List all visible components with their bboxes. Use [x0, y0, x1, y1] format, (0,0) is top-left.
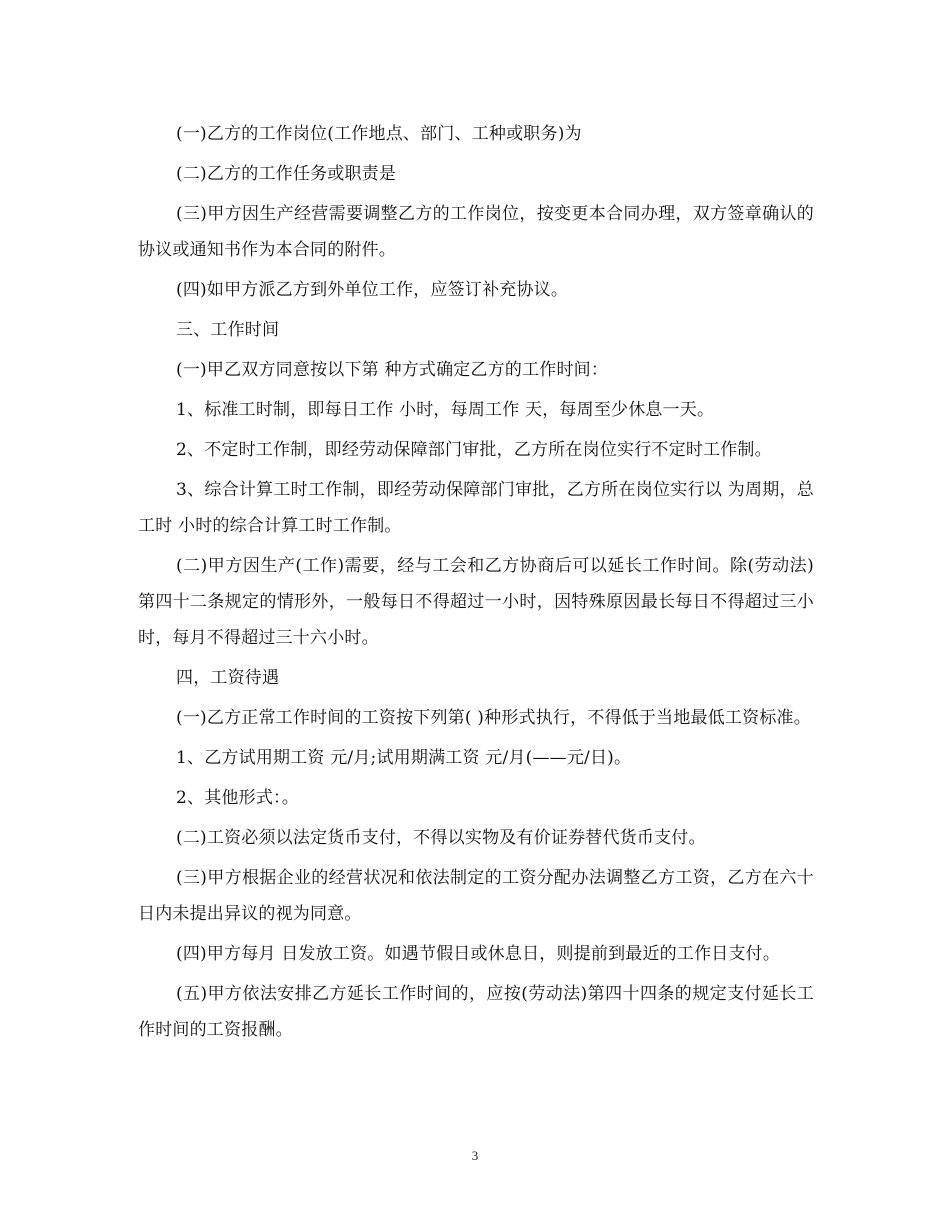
paragraph-work-time-method: (一)甲乙双方同意按以下第 种方式确定乙方的工作时间：	[176, 360, 609, 380]
paragraph-standard-hours: 1、标准工时制，即每日工作 小时，每周工作 天，每周至少休息一天。	[176, 400, 715, 420]
paragraph-external-assignment: (四)如甲方派乙方到外单位工作，应签订补充协议。	[176, 280, 569, 300]
paragraph-comprehensive-hours: 3、综合计算工时工作制，即经劳动保障部门审批，乙方所在岗位实行以 为周期，总工时 小时的综合计算工时工作制。	[138, 480, 814, 536]
paragraph-legal-currency: (二)工资必须以法定货币支付，不得以实物及有价证券替代货币支付。	[176, 828, 706, 848]
page-number: 3	[471, 1148, 479, 1163]
document-body	[138, 116, 814, 1052]
section-heading-work-time: 三、工作时间	[176, 320, 280, 340]
paragraph-overtime: (二)甲方因生产(工作)需要，经与工会和乙方协商后可以延长工作时间。除(劳动法)第四十二条规定的情形外，一般每日不得超过一小时，因特殊原因最长每日不得超过三小时，每月不得超过三十六小时。	[138, 556, 814, 648]
section-heading-wages: 四，工资待遇	[176, 668, 280, 688]
paragraph-work-duties: (二)乙方的工作任务或职责是	[176, 164, 397, 184]
paragraph-work-position: (一)乙方的工作岗位(工作地点、部门、工种或职务)为	[176, 124, 582, 144]
paragraph-overtime-pay: (五)甲方依法安排乙方延长工作时间的，应按(劳动法)第四十四条的规定支付延长工作时间的工资报酬。	[138, 984, 814, 1040]
paragraph-other-forms: 2、其他形式：。	[176, 788, 299, 808]
paragraph-wage-form: (一)乙方正常工作时间的工资按下列第( )种形式执行，不得低于当地最低工资标准。	[176, 708, 811, 728]
paragraph-probation-wage: 1、乙方试用期工资 元/月;试用期满工资 元/月(——元/日)。	[176, 748, 632, 768]
paragraph-position-change: (三)甲方因生产经营需要调整乙方的工作岗位，按变更本合同办理，双方签章确认的协议或通知书作为本合同的附件。	[138, 204, 814, 260]
paragraph-flexible-hours: 2、不定时工作制，即经劳动保障部门审批，乙方所在岗位实行不定时工作制。	[176, 440, 772, 460]
paragraph-wage-adjustment: (三)甲方根据企业的经营状况和依法制定的工资分配办法调整乙方工资，乙方在六十日内未提出异议的视为同意。	[138, 868, 814, 924]
paragraph-pay-day: (四)甲方每月 日发放工资。如遇节假日或休息日，则提前到最近的工作日支付。	[176, 944, 781, 964]
